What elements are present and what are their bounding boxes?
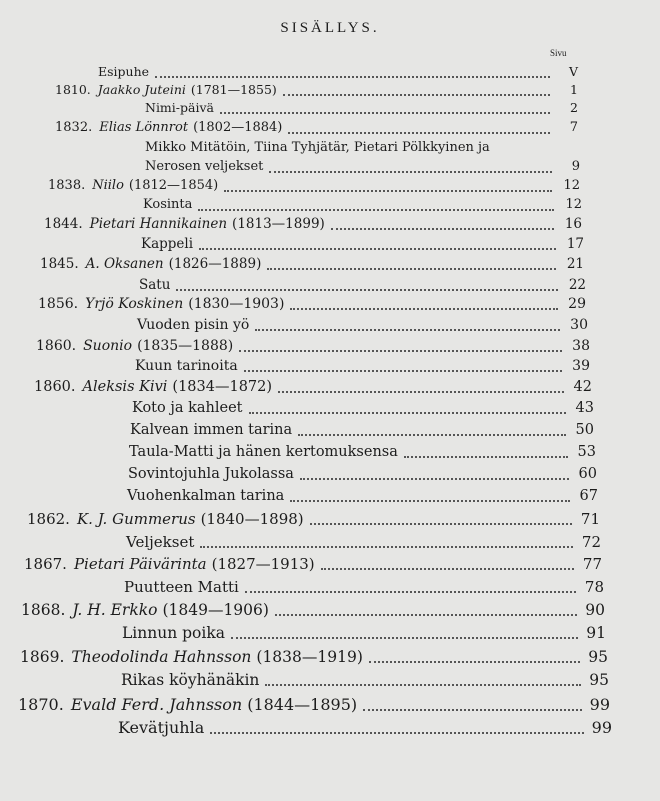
entry-title: Kosinta — [143, 197, 193, 212]
entry-page-number: 60 — [578, 466, 597, 482]
entry-title: (1802—1884) — [193, 120, 283, 135]
dot-leader — [155, 76, 550, 78]
entry-title: Puutteen Matti — [124, 578, 239, 596]
dot-leader — [244, 370, 562, 372]
dot-leader — [176, 289, 558, 291]
entry-title: Taula-Matti ja hänen kertomuksensa — [129, 444, 398, 460]
entry-page-number: 12 — [565, 197, 582, 212]
entry-year: 1862. — [27, 510, 70, 528]
entry-author: Elias Lönnrot — [99, 120, 189, 135]
entry-page-number: 67 — [579, 488, 598, 504]
dot-leader — [290, 500, 570, 502]
entry-page-number: 30 — [570, 317, 588, 333]
dot-leader — [321, 568, 574, 570]
toc-entry — [129, 444, 596, 460]
toc-entry — [121, 671, 609, 689]
toc-entry — [132, 400, 594, 416]
entry-title: Kevätjuhla — [118, 718, 205, 737]
entry-title: (1835—1888) — [137, 338, 234, 354]
entry-year: 1860. — [34, 379, 76, 395]
entry-year: 1870. — [18, 695, 64, 714]
entry-title: Esipuhe — [98, 64, 150, 79]
page-column-label: Sivu — [550, 48, 567, 58]
dot-leader — [290, 308, 558, 310]
toc-entry — [44, 216, 582, 232]
entry-page-number: 17 — [566, 236, 584, 252]
toc-entry — [55, 82, 578, 97]
entry-title: (1844—1895) — [247, 695, 358, 714]
entry-author: Suonio — [83, 338, 133, 354]
entry-title: (1834—1872) — [172, 379, 273, 395]
dot-leader — [283, 94, 550, 96]
entry-title: (1849—1906) — [162, 601, 269, 619]
toc-entry — [143, 197, 582, 212]
entry-author: K. J. Gummerus — [76, 510, 196, 528]
dot-leader — [239, 350, 562, 352]
toc-entry — [145, 140, 578, 155]
toc-entry — [118, 718, 612, 737]
entry-page-number: 99 — [591, 718, 612, 737]
entry-author: Aleksis Kivi — [82, 379, 168, 395]
toc-entry — [20, 648, 608, 666]
dot-leader — [220, 112, 550, 114]
dot-leader — [255, 329, 560, 331]
entry-page-number: 43 — [575, 400, 594, 416]
entry-title: (1826—1889) — [168, 256, 262, 272]
entry-title: Veljekset — [126, 533, 195, 551]
toc-entry — [145, 100, 578, 115]
entry-page-number: 7 — [569, 120, 578, 135]
entry-title: Sovintojuhla Jukolassa — [128, 466, 294, 482]
dot-leader — [210, 732, 584, 734]
dot-leader — [310, 523, 572, 525]
entry-title: Kappeli — [141, 236, 194, 252]
toc-entry — [128, 466, 597, 482]
dot-leader — [245, 591, 576, 593]
entry-year: 1845. — [40, 256, 79, 272]
entry-title: (1830—1903) — [188, 296, 285, 312]
toc-entry — [141, 236, 584, 252]
entry-year: 1832. — [55, 120, 93, 135]
entry-page-number: 50 — [575, 422, 594, 438]
entry-title: Kalvean immen tarina — [130, 422, 293, 438]
entry-page-number: 1 — [570, 82, 578, 97]
toc-entry — [130, 422, 594, 438]
entry-title: Vuoden pisin yö — [137, 317, 250, 333]
toc-entry — [40, 256, 584, 272]
dot-leader — [278, 391, 564, 393]
dot-leader — [199, 248, 556, 250]
entry-author: A. Oksanen — [85, 256, 164, 272]
entry-page-number: 21 — [566, 256, 584, 272]
entry-title: Linnun poika — [122, 624, 225, 642]
entry-author: Jaakko Juteini — [97, 82, 186, 97]
dot-leader — [267, 268, 556, 270]
entry-page-number: 91 — [586, 624, 606, 642]
entry-page-number: 22 — [568, 277, 586, 293]
entry-title: Rikas köyhänäkin — [121, 671, 260, 689]
entry-page-number: 78 — [584, 578, 604, 596]
entry-title: Satu — [139, 277, 171, 293]
dot-leader — [331, 228, 554, 230]
dot-leader — [265, 684, 581, 686]
entry-page-number: 12 — [563, 178, 580, 193]
entry-author: Pietari Hannikainen — [89, 216, 228, 232]
toc-entry — [135, 358, 590, 374]
entry-page-number: 77 — [582, 555, 602, 573]
entry-year: 1856. — [38, 296, 79, 312]
dot-leader — [275, 614, 577, 616]
entry-title: (1838—1919) — [256, 648, 363, 666]
entry-title: (1827—1913) — [211, 555, 315, 573]
entry-page-number: 39 — [572, 358, 590, 374]
entry-year: 1838. — [48, 178, 86, 193]
entry-page-number: 16 — [564, 216, 582, 232]
entry-page-number: 29 — [568, 296, 586, 312]
toc-entry — [98, 64, 578, 79]
dot-leader — [288, 132, 550, 134]
dot-leader — [198, 209, 554, 211]
entry-page-number: V — [568, 64, 578, 79]
entry-page-number: 42 — [573, 379, 592, 395]
entry-year: 1844. — [44, 216, 83, 232]
entry-year: 1868. — [21, 601, 66, 619]
entry-title: (1781—1855) — [190, 82, 277, 97]
entry-title: Koto ja kahleet — [132, 400, 243, 416]
entry-author: Theodolinda Hahnsson — [71, 648, 252, 666]
entry-page-number: 90 — [585, 601, 605, 619]
toc-entry — [24, 555, 602, 573]
toc-entry — [145, 159, 580, 174]
dot-leader — [249, 412, 567, 414]
toc-entry — [122, 624, 606, 642]
page-title: SISÄLLYS. — [280, 20, 380, 36]
dot-leader — [200, 546, 573, 548]
toc-entry — [18, 695, 610, 714]
dot-leader — [369, 661, 580, 663]
dot-leader — [298, 434, 566, 436]
toc-entry — [21, 601, 605, 619]
entry-page-number: 38 — [572, 338, 590, 354]
entry-year: 1867. — [24, 555, 67, 573]
entry-author: J. H. Erkko — [72, 601, 158, 619]
toc-entry — [139, 277, 586, 293]
entry-year: 1860. — [36, 338, 77, 354]
entry-title: Kuun tarinoita — [135, 358, 238, 374]
dot-leader — [404, 456, 568, 458]
entry-page-number: 95 — [588, 648, 608, 666]
entry-page-number: 53 — [577, 444, 596, 460]
entry-page-number: 9 — [571, 159, 580, 174]
entry-title: Nerosen veljekset — [145, 159, 264, 174]
entry-title: (1813—1899) — [232, 216, 325, 232]
dot-leader — [224, 190, 552, 192]
entry-author: Pietari Päivärinta — [73, 555, 207, 573]
toc-entry — [126, 533, 601, 551]
entry-page-number: 99 — [589, 695, 610, 714]
dot-leader — [269, 171, 552, 173]
entry-title: Vuohenkalman tarina — [127, 488, 285, 504]
dot-leader — [300, 478, 569, 480]
entry-page-number: 72 — [581, 533, 601, 551]
entry-title: (1840—1898) — [200, 510, 304, 528]
toc-entry — [127, 488, 598, 504]
entry-author: Yrjö Koskinen — [85, 296, 184, 312]
entry-title: (1812—1854) — [128, 178, 219, 193]
dot-leader — [231, 637, 578, 639]
entry-page-number: 71 — [580, 510, 600, 528]
entry-title: Mikko Mitätöin, Tiina Tyhjätär, Pietari Pölkkyinen ja — [145, 140, 490, 155]
entry-title: Nimi-päivä — [145, 100, 214, 115]
toc-entry — [137, 317, 588, 333]
toc-entry — [55, 120, 578, 135]
toc-entry — [48, 178, 580, 193]
entry-year: 1869. — [20, 648, 65, 666]
toc-entry — [27, 510, 600, 528]
entry-page-number: 95 — [589, 671, 609, 689]
toc-entry — [124, 578, 604, 596]
dot-leader — [363, 709, 582, 711]
entry-page-number: 2 — [570, 100, 578, 115]
entry-author: Niilo — [92, 178, 124, 193]
toc-entry — [36, 338, 590, 354]
entry-author: Evald Ferd. Jahnsson — [70, 695, 243, 714]
toc-entry — [34, 379, 592, 395]
toc-entry — [38, 296, 586, 312]
entry-year: 1810. — [55, 82, 91, 97]
